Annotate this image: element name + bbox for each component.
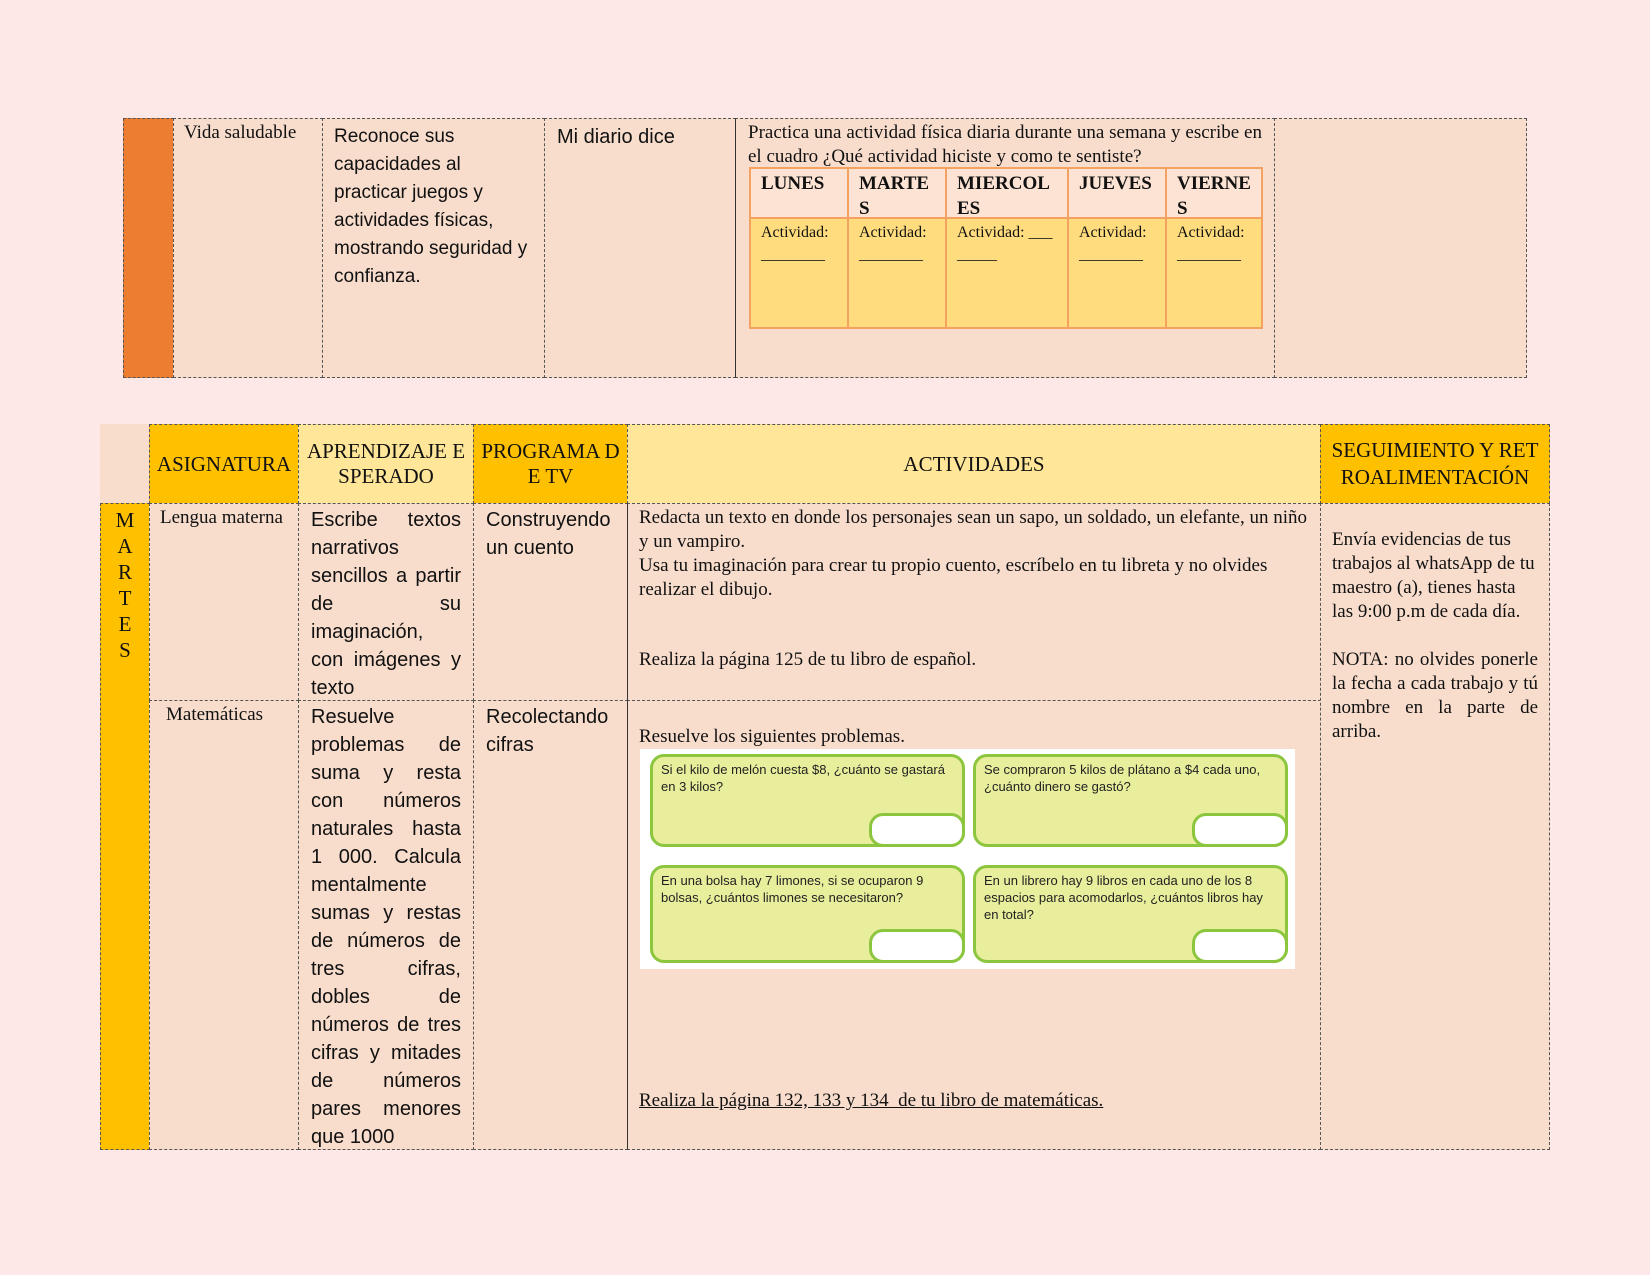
learning-text: Resuelve problemas de suma y resta con números naturales hasta 1 000. Calcula mentalmente sumas y restas de números de tres cifras, dobles de números de tres cifras y mitades de números pares menores que 1000 xyxy=(311,706,461,1148)
program-cell-lengua xyxy=(473,503,628,701)
subject-cell-lengua xyxy=(149,503,299,701)
day-letter: M xyxy=(115,508,135,532)
week-col-monday xyxy=(751,169,849,327)
program-text: Construyendo un cuento xyxy=(486,509,611,559)
week-col-tuesday xyxy=(849,169,947,327)
day-letter: S xyxy=(119,638,131,662)
answer-box[interactable] xyxy=(1192,813,1288,847)
expected-learning-text: Reconoce sus capacidades al practicar juegos y actividades físicas, mostrando seguridad y confianza. xyxy=(334,126,528,287)
learning-cell-matematicas xyxy=(298,700,474,1150)
activity-intro: Resuelve los siguientes problemas. xyxy=(639,726,905,747)
week-col-wednesday xyxy=(947,169,1069,327)
program-cell-matematicas xyxy=(473,700,628,1150)
header-followup xyxy=(1320,424,1550,504)
day-letter: R xyxy=(117,560,132,584)
day-letter: T xyxy=(118,586,132,610)
week-day-label: LUNES xyxy=(751,169,847,219)
expected-learning-cell xyxy=(322,118,545,378)
problem-text: Si el kilo de melón cuesta $8, ¿cuánto se gastará en 3 kilos? xyxy=(661,762,945,794)
week-day-label: MIERCOLES xyxy=(947,169,1067,219)
answer-box[interactable] xyxy=(869,813,965,847)
header-activities xyxy=(627,424,1321,504)
activity-closing: Realiza la página 132, 133 y 134 de tu libro de matemáticas. xyxy=(639,1090,1104,1111)
week-day-label: MARTES xyxy=(849,169,945,219)
week-day-field[interactable]: Actividad: ________ xyxy=(947,219,1067,327)
day-label xyxy=(101,507,149,663)
day-color-bar xyxy=(123,118,174,378)
tv-program-text: Mi diario dice xyxy=(557,126,675,148)
subject-text: Vida saludable xyxy=(184,122,297,143)
problem-card xyxy=(973,865,1288,963)
subject-cell-matematicas xyxy=(149,700,299,1150)
week-col-thursday xyxy=(1069,169,1167,327)
answer-box[interactable] xyxy=(869,929,965,963)
header-program xyxy=(473,424,628,504)
header-program-label: PROGRAMA DE TV xyxy=(481,439,620,488)
tv-program-cell xyxy=(544,118,736,378)
week-col-friday xyxy=(1167,169,1261,327)
followup-instructions: Envía evidencias de tus trabajos al whatsApp de tu maestro (a), tienes hasta las 9:00 p.m de cada día. xyxy=(1332,529,1535,622)
header-subject-label: ASIGNATURA xyxy=(156,451,292,476)
followup-note: NOTA: no olvides ponerle la fecha a cada trabajo y tú nombre en la parte de arriba. xyxy=(1332,649,1538,742)
activities-cell-lengua xyxy=(627,503,1321,701)
activity-paragraph: Redacta un texto en donde los personajes sean un sapo, un soldado, un elefante, un niño y un vampiro. xyxy=(639,507,1307,552)
problem-text: Se compraron 5 kilos de plátano a $4 cada uno, ¿cuánto dinero se gastó? xyxy=(984,762,1261,794)
problem-card xyxy=(650,754,965,847)
day-letter: E xyxy=(118,612,132,636)
week-day-field[interactable]: Actividad: ________ xyxy=(1069,219,1165,327)
problem-text: En una bolsa hay 7 limones, si se ocuparon 9 bolsas, ¿cuántos limones se necesitaron? xyxy=(661,873,924,905)
problem-card xyxy=(973,754,1288,847)
followup-cell xyxy=(1320,503,1550,1150)
activity-paragraph: Usa tu imaginación para crear tu propio cuento, escríbelo en tu libreta y no olvides realizar el dibujo. xyxy=(639,555,1268,600)
weekly-activity-grid xyxy=(749,167,1263,329)
header-learning-label: APRENDIZAJE ESPERADO xyxy=(306,439,466,488)
learning-text: Escribe textos narrativos sencillos a partir de su imaginación, con imágenes y texto xyxy=(311,509,461,699)
header-followup-label: SEGUIMIENTO Y RETROALIMENTACIÓN xyxy=(1331,438,1539,489)
subject-text: Matemáticas xyxy=(166,704,264,725)
word-problems-panel xyxy=(640,749,1295,969)
subject-text: Lengua materna xyxy=(160,507,283,528)
week-day-label: VIERNES xyxy=(1167,169,1261,219)
answer-box[interactable] xyxy=(1192,929,1288,963)
followup-cell xyxy=(1274,118,1527,378)
activity-text: Practica una actividad física diaria durante una semana y escribe en el cuadro ¿Qué actividad hiciste y como te sentiste? xyxy=(748,122,1262,167)
week-day-label: JUEVES xyxy=(1069,169,1165,219)
activity-paragraph: Realiza la página 125 de tu libro de español. xyxy=(639,649,977,670)
header-learning xyxy=(298,424,474,504)
header-activities-label: ACTIVIDADES xyxy=(903,451,1045,476)
day-letter: A xyxy=(117,534,133,558)
problem-card xyxy=(650,865,965,963)
week-day-field[interactable]: Actividad: ________ xyxy=(1167,219,1261,327)
week-day-field[interactable]: Actividad: ________ xyxy=(751,219,847,327)
program-text: Recolectando cifras xyxy=(486,706,609,756)
week-day-field[interactable]: Actividad: ________ xyxy=(849,219,945,327)
day-column xyxy=(100,503,150,1150)
problem-text: En un librero hay 9 libros en cada uno de los 8 espacios para acomodarlos, ¿cuántos libros hay en total? xyxy=(984,873,1263,922)
subject-cell xyxy=(173,118,323,378)
header-corner xyxy=(100,424,150,504)
learning-cell-lengua xyxy=(298,503,474,701)
header-subject xyxy=(149,424,299,504)
